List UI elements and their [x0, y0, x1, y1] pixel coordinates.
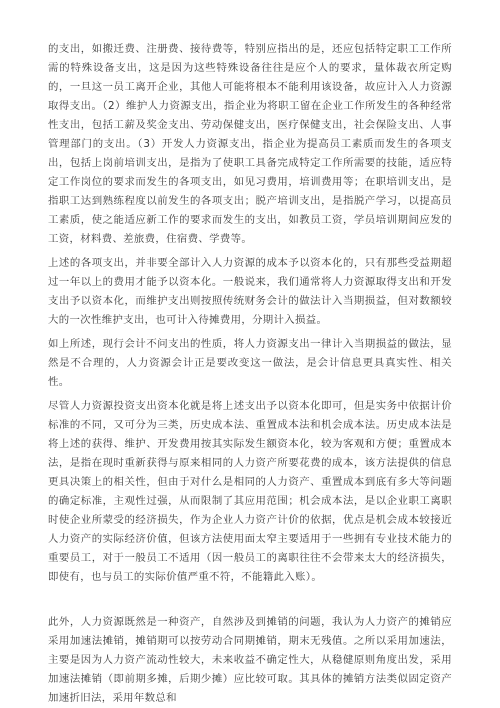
- paragraph-1: 的支出，如搬迁费、注册费、接待费等，特别应指出的是，还应包括特定职工工作所需的特殊设备支出，这是因为这些特殊设备往往是应个人的要求，量体裁衣所定购的，一旦这一员工离开企业，其他人可能将根本不能利用该设备，故应计入人力资源取得支出。（2）维护人力资源支出，指企业为将职工留在企业工作所发生的各种经常性支出，包括工薪及奖金支出、劳动保健支出，医疗保健支出，社会保险支出、人事管理部门的支出。（3）开发人力资源支出，指企业为提高员工素质而发生的各项支出，包括上岗前培训支出，是指为了使职工具备完成特定工作所需要的技能，适应特定工作岗位的要求而发生的各项支出，如见习费用，培训费用等；在职培训支出，是指职工达到熟练程度以前发生的各项支出；脱产培训支出，是指脱产学习，以提高员工素质，使之能适应新工作的要求而发生的支出，如教员工资，学员培训期间应发的工资，材料费、差旅费，住宿费、学费等。: [48, 43, 452, 245]
- paragraph-5: 此外，人力资源既然是一种资产，自然涉及到摊销的问题，我认为人力资产的摊销应采用加速法摊销，摊销期可以按劳动合同期摊销，期末无残值。之所以采用加速法，主要是因为人力资产流动性较大，未来收益不确定性大，从稳健原则角度出发，采用加速法摊销（即前期多摊，后期少摊）应比较可取。其具体的摊销方法类似固定资产加速折旧法，采用年数总和: [48, 616, 452, 704]
- paragraph-4: 尽管人力资源投资支出资本化就是将上述支出予以资本化即可，但是实务中依据计价标准的不同，又可分为三类，历史成本法、重置成本法和机会成本法。历史成本法是将上述的获得、维护、开发费用按其实际发生额资本化，较为客观和方便；重置成本法，是指在现时重新获得与原来相同的人力资产所要花费的成本，该方法提供的信息更具决策上的相关性，但由于对什么是相同的人力资产、重置成本到底有多大等问题的确定标准，主观性过强，从而限制了其应用范围；机会成本法，是以企业职工离职时使企业所蒙受的经济损失，作为企业人力资产计价的依据，优点是机会成本较接近人力资产的实际经济价值，但该方法使用面太窄主要适用于一些拥有专业技术能力的重要员工，对于一般员工不适用（因一般员工的离职往往不会带来太大的经济损失，即使有，也与员工的实际价值严重不符，不能籍此入账）。: [48, 400, 452, 583]
- paragraph-2: 上述的各项支出，并非要全部计入人力资源的成本予以资本化的，只有那些受益期超过一年以上的费用才能予以资本化。一般说来，我们通常将人力资源取得支出和开发支出予以资本化，而维护支出则按照传统财务会计的做法计入当期损益，但对数额较大的一次性维护支出，也可计入待摊费用，分期计入损益。: [48, 257, 452, 326]
- paragraph-3: 如上所述，现行会计不问支出的性质，将人力资源支出一律计入当期损益的做法，显然是不合理的，人力资源会计正是要改变这一做法，是会计信息更具真实性、相关性。: [48, 338, 452, 388]
